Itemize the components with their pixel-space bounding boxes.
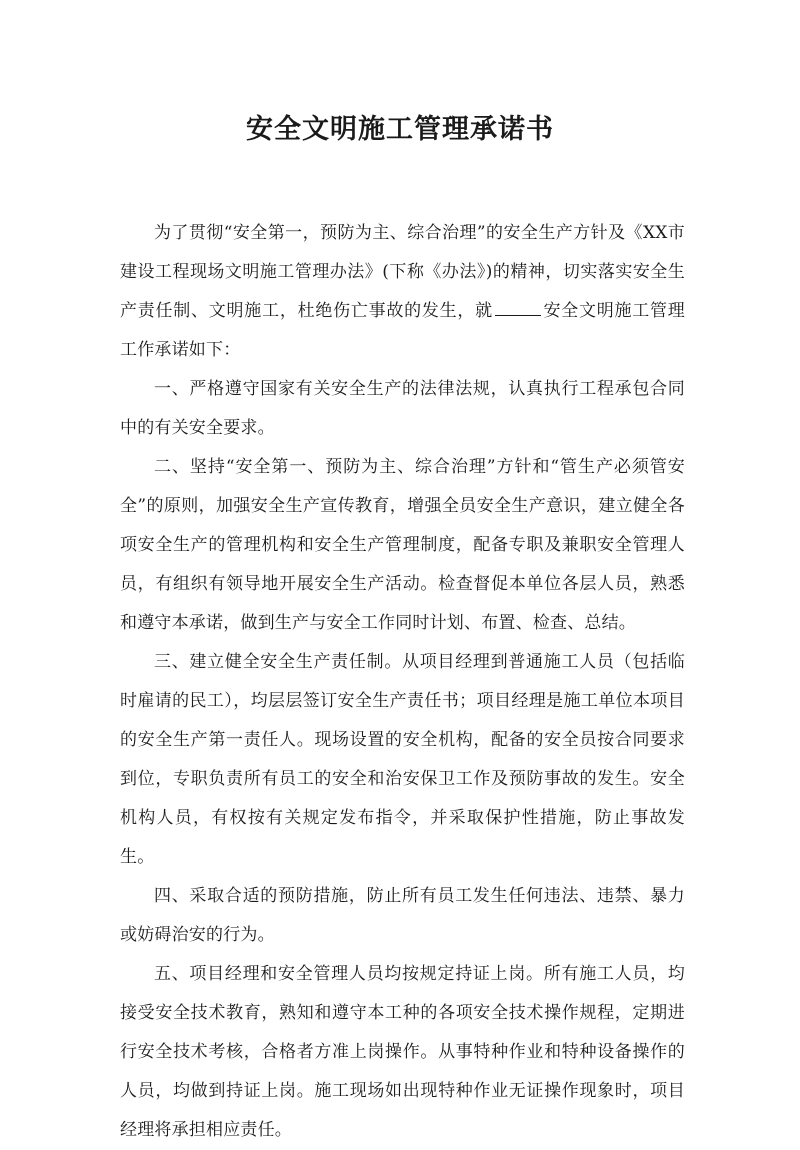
- document-body: [120, 214, 685, 1150]
- intro-text-after-blank: 安全文明施工管理工作承诺如下：: [120, 301, 685, 360]
- document-title: 安全文明施工管理承诺书: [246, 114, 554, 145]
- clause-1: 一、严格遵守国家有关安全生产的法律法规，认真执行工程承包合同中的有关安全要求。: [120, 379, 685, 438]
- clause-4: 四、采取合适的预防措施，防止所有员工发生任何违法、违禁、暴力或妨碍治安的行为。: [120, 886, 685, 945]
- intro-paragraph: [120, 214, 685, 370]
- clause-3: 三、建立健全安全生产责任制。从项目经理到普通施工人员（包括临时雇请的民工），均层层签订安全生产责任书；项目经理是施工单位本项目的安全生产第一责任人。现场设置的安全机构，配备的安全员按合同要求到位，专职负责所有员工的安全和治安保卫工作及预防事故的发生。安全机构人员，有权按有关规定发布指令，并采取保护性措施，防止事故发生。: [120, 652, 685, 867]
- clause-5: 五、项目经理和安全管理人员均按规定持证上岗。所有施工人员，均接受安全技术教育，熟知和遵守本工种的各项安全技术操作规程，定期进行安全技术考核，合格者方准上岗操作。从事特种作业和特种设备操作的人员，均做到持证上岗。施工现场如出现特种作业无证操作现象时，项目经理将承担相应责任。: [120, 964, 685, 1140]
- intro-text-before-blank: 为了贯彻“安全第一，预防为主、综合治理”的安全生产方针及《XX市建设工程现场文明施工管理办法》(下称《办法》)的精神，切实落实安全生产责任制、文明施工，杜绝伤亡事故的发生，就: [120, 223, 685, 321]
- clause-2: 二、坚持“安全第一、预防为主、综合治理”方针和“管生产必须管安全”的原则，加强安全生产宣传教育，增强全员安全生产意识，建立健全各项安全生产的管理机构和安全生产管理制度，配备专职及兼职安全管理人员，有组织有领导地开展安全生产活动。检查督促本单位各层人员，熟悉和遵守本承诺，做到生产与安全工作同时计划、布置、检查、总结。: [120, 457, 685, 633]
- fill-in-blank: [495, 297, 541, 316]
